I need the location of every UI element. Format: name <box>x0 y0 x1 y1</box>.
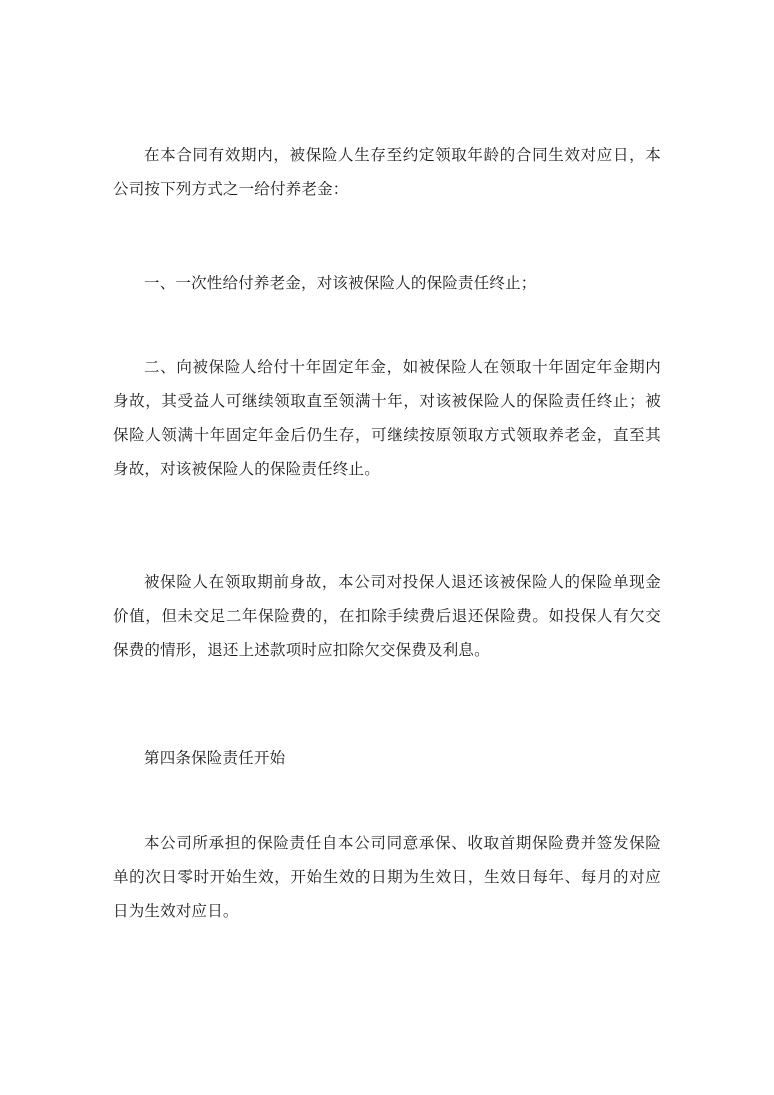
paragraph-death-before-payment: 被保险人在领取期前身故，本公司对投保人退还该被保险人的保险单现金价值，但未交足二年保险费的，在扣除手续费后退还保险费。如投保人有欠交保费的情形，退还上述款项时应扣除欠交保费及利息。 <box>113 573 661 659</box>
section-heading-article-four: 第四条保险责任开始 <box>144 749 286 767</box>
paragraph-option-two: 二、向被保险人给付十年固定年金，如被保险人在领取十年固定年金期内身故，其受益人可继续领取直至领满十年，对该被保险人的保险责任终止；被保险人领满十年固定年金后仍生存，可继续按原领取方式领取养老金，直至其身故，对该被保险人的保险责任终止。 <box>113 358 661 478</box>
paragraph-option-one: 一、一次性给付养老金，对该被保险人的保险责任终止； <box>144 274 537 292</box>
paragraph-payment-intro: 在本合同有效期内，被保险人生存至约定领取年龄的合同生效对应日，本公司按下列方式之一给付养老金： <box>113 146 661 198</box>
paragraph-coverage-start: 本公司所承担的保险责任自本公司同意承保、收取首期保险费并签发保险单的次日零时开始生效，开始生效的日期为生效日，生效日每年、每月的对应日为生效对应日。 <box>113 834 661 920</box>
